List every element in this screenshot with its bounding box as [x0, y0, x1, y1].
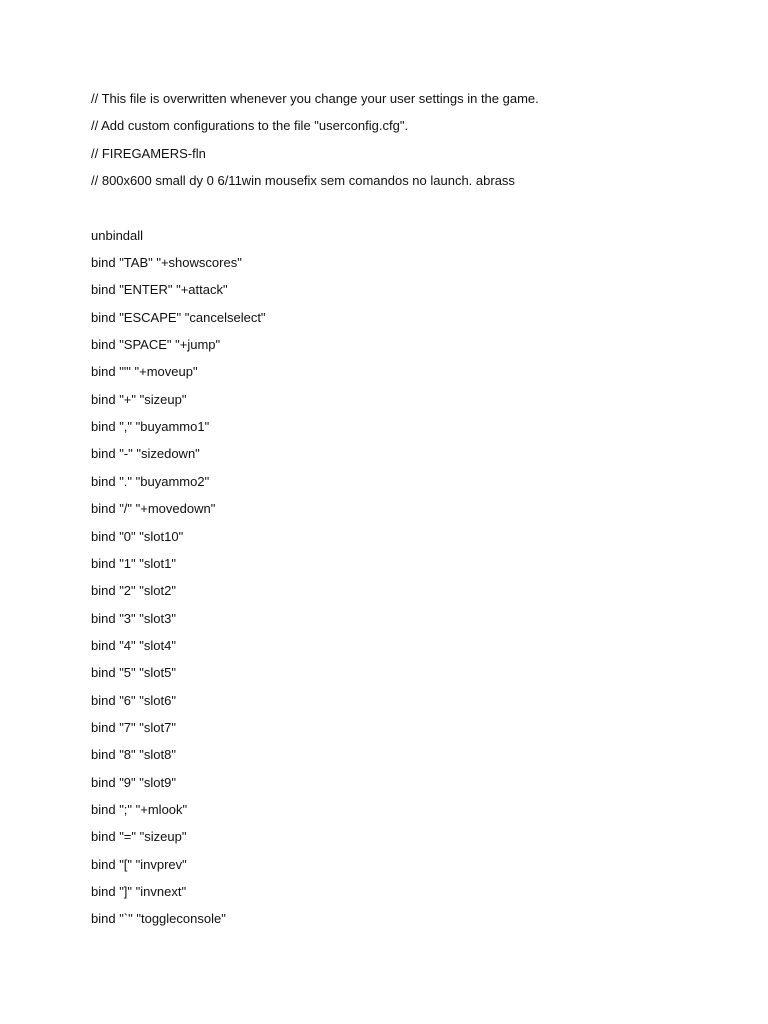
config-line: bind "8" "slot8" — [91, 747, 176, 763]
config-line: bind "5" "slot5" — [91, 665, 176, 681]
config-line: bind "ESCAPE" "cancelselect" — [91, 309, 266, 325]
document-body — [91, 85, 731, 933]
config-line: bind "'" "+moveup" — [91, 364, 198, 380]
comment-line: // This file is overwritten whenever you change your user settings in the game. — [91, 91, 539, 106]
config-line: bind "," "buyammo1" — [91, 419, 210, 435]
comment-line: // Add custom configurations to the file "userconfig.cfg". — [91, 118, 409, 134]
config-line: bind "4" "slot4" — [91, 637, 176, 653]
config-line: bind "=" "sizeup" — [91, 829, 187, 845]
config-line: bind "3" "slot3" — [91, 610, 176, 626]
config-line: bind "/" "+movedown" — [91, 501, 216, 517]
config-line: unbindall — [91, 227, 144, 243]
config-line: bind "]" "invnext" — [91, 883, 187, 899]
config-line: bind ";" "+mlook" — [91, 801, 188, 817]
config-line: bind "[" "invprev" — [91, 856, 187, 872]
config-line: bind "SPACE" "+jump" — [91, 337, 221, 353]
config-line: bind "TAB" "+showscores" — [91, 255, 242, 271]
config-line: bind "`" "toggleconsole" — [91, 911, 226, 927]
config-line: bind "+" "sizeup" — [91, 391, 187, 407]
config-line: bind "1" "slot1" — [91, 555, 176, 571]
comment-line: // 800x600 small dy 0 6/11win mousefix sem comandos no launch. abrass — [91, 173, 515, 189]
config-line: bind "2" "slot2" — [91, 583, 176, 599]
config-line: bind "." "buyammo2" — [91, 473, 210, 489]
comment-line: // FIREGAMERS-fln — [91, 145, 206, 161]
config-line: bind "9" "slot9" — [91, 774, 176, 790]
config-line: bind "7" "slot7" — [91, 719, 176, 735]
config-line: bind "6" "slot6" — [91, 692, 176, 708]
blank-line — [91, 194, 731, 221]
config-line: bind "ENTER" "+attack" — [91, 282, 228, 298]
config-line: bind "-" "sizedown" — [91, 446, 200, 462]
config-line: bind "0" "slot10" — [91, 528, 184, 544]
